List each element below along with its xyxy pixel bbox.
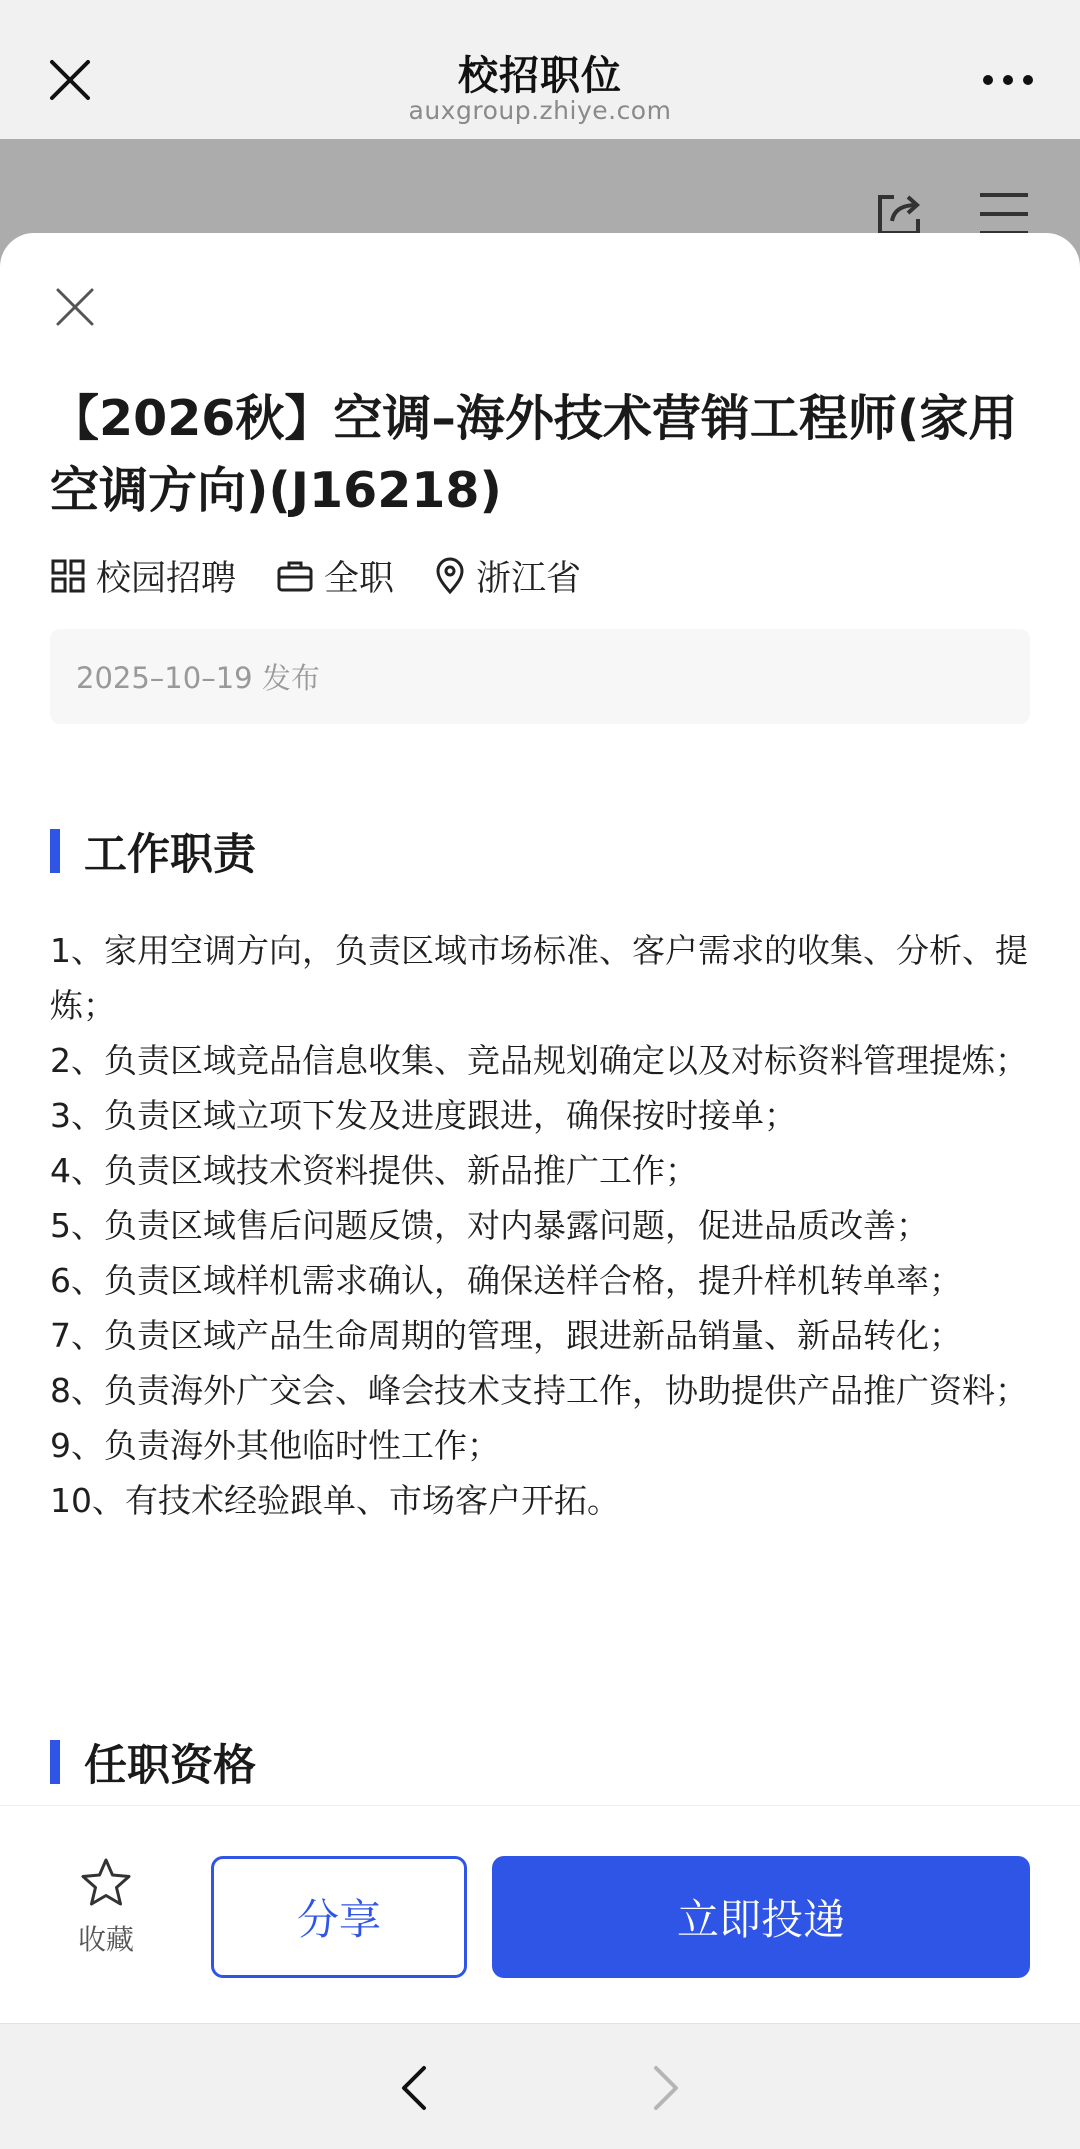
grid-icon xyxy=(50,558,86,594)
duties-heading xyxy=(50,825,256,880)
duties-heading-label: 工作职责 xyxy=(84,829,256,880)
list-item: 4、负责区域技术资料提供、新品推广工作； xyxy=(50,1151,698,1190)
list-item: 3、负责区域立项下发及进度跟进，确保按时接单； xyxy=(50,1096,797,1135)
list-item: 2、负责区域竞品信息收集、竞品规划确定以及对标资料管理提炼； xyxy=(50,1041,1028,1080)
job-detail-sheet xyxy=(0,233,1080,1805)
forward-icon[interactable] xyxy=(646,2062,686,2114)
apply-button[interactable]: 立即投递 xyxy=(492,1856,1030,1978)
share-icon xyxy=(874,189,924,239)
back-icon[interactable] xyxy=(394,2062,434,2114)
meta-type xyxy=(276,551,394,601)
location-icon xyxy=(434,557,466,595)
page-title: 校招职位 xyxy=(458,53,622,99)
list-item: 7、负责区域产品生命周期的管理，跟进新品销量、新品转化； xyxy=(50,1316,962,1355)
job-title: 【2026秋】空调–海外技术营销工程师(家用空调方向)(J16218) xyxy=(50,390,1018,519)
publish-date: 2025–10–19 发布 xyxy=(50,629,1030,724)
close-icon[interactable] xyxy=(54,286,96,328)
list-item: 6、负责区域样机需求确认，确保送样合格，提升样机转单率； xyxy=(50,1261,962,1300)
list-item: 1、家用空调方向，负责区域市场标准、客户需求的收集、分析、提炼； xyxy=(50,931,1028,1025)
list-item: 5、负责区域售后问题反馈，对内暴露问题，促进品质改善； xyxy=(50,1206,929,1245)
job-meta xyxy=(50,551,621,601)
list-item: 9、负责海外其他临时性工作； xyxy=(50,1426,500,1465)
browser-top-bar xyxy=(0,0,1080,139)
list-item: 8、负责海外广交会、峰会技术支持工作，协助提供产品推广资料； xyxy=(50,1371,1028,1410)
favorite-label: 收藏 xyxy=(77,1923,134,1956)
action-bar xyxy=(0,1805,1080,2023)
more-icon[interactable] xyxy=(980,70,1036,90)
meta-category xyxy=(50,551,236,601)
qualifications-heading-label: 任职资格 xyxy=(84,1740,256,1791)
page-url: auxgroup.zhiye.com xyxy=(408,96,672,125)
meta-type-label: 全职 xyxy=(324,559,395,599)
briefcase-icon xyxy=(276,558,314,594)
heading-accent-bar xyxy=(50,829,60,873)
menu-icon xyxy=(978,191,1030,237)
meta-location-label: 浙江省 xyxy=(476,559,582,599)
duties-list xyxy=(50,923,1040,1528)
list-item: 10、有技术经验跟单、市场客户开拓。 xyxy=(50,1481,620,1520)
favorite-button[interactable] xyxy=(66,1856,146,1958)
browser-bottom-nav xyxy=(0,2023,1080,2149)
meta-category-label: 校园招聘 xyxy=(96,559,237,599)
share-button[interactable]: 分享 xyxy=(211,1856,467,1978)
star-icon xyxy=(78,1856,134,1910)
heading-accent-bar xyxy=(50,1740,60,1784)
meta-location xyxy=(434,551,581,601)
qualifications-heading xyxy=(50,1736,256,1791)
